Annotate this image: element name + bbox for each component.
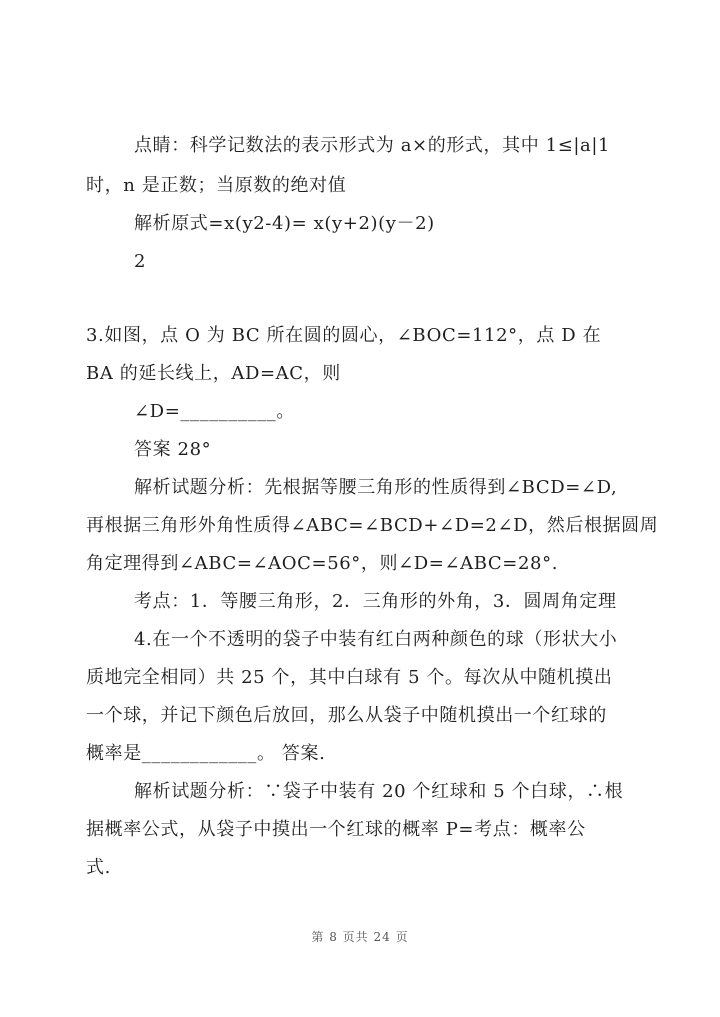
text-line: 再根据三角形外角性质得∠ABC=∠BCD+∠D=2∠D，然后根据圆周 bbox=[86, 515, 659, 536]
text-line: 考点：1．等腰三角形，2．三角形的外角，3．圆周角定理 bbox=[134, 591, 617, 612]
text-line: BA 的延长线上，AD=AC，则 bbox=[86, 363, 341, 384]
text-line: ∠D=__________。 bbox=[134, 401, 295, 422]
text-line: 一个球，并记下颜色后放回，那么从袋子中随机摸出一个红球的 bbox=[86, 705, 607, 726]
text-line: 2 bbox=[134, 251, 147, 272]
text-line: 3.如图，点 O 为 BC 所在圆的圆心，∠BOC=112°，点 D 在 bbox=[86, 325, 602, 346]
text-line: 解析试题分析：先根据等腰三角形的性质得到∠BCD=∠D, bbox=[134, 477, 618, 498]
page-footer: 第 8 页共 24 页 bbox=[311, 930, 409, 944]
text-line: 4.在一个不透明的袋子中装有红白两种颜色的球（形状大小 bbox=[134, 629, 618, 650]
text-line: 质地完全相同）共 25 个，其中白球有 5 个。每次从中随机摸出 bbox=[86, 667, 613, 688]
text-line: 据概率公式，从袋子中摸出一个红球的概率 P=考点：概率公 bbox=[86, 819, 586, 840]
text-line: 时，n 是正数；当原数的绝对值 bbox=[86, 175, 347, 196]
text-line: 角定理得到∠ABC=∠AOC=56°，则∠D=∠ABC=28°. bbox=[86, 553, 559, 574]
text-line: 概率是____________。 答案. bbox=[86, 743, 326, 764]
text-line: 答案 28° bbox=[134, 439, 212, 460]
text-line: 解析原式=x(y2-4)= x(y+2)(y－2) bbox=[134, 213, 435, 234]
text-line: 解析试题分析：∵袋子中装有 20 个红球和 5 个白球，∴根 bbox=[134, 781, 624, 802]
text-line: 点睛：科学记数法的表示形式为 a×的形式，其中 1≤|a|1 bbox=[134, 135, 611, 156]
text-line: 式. bbox=[86, 857, 111, 878]
